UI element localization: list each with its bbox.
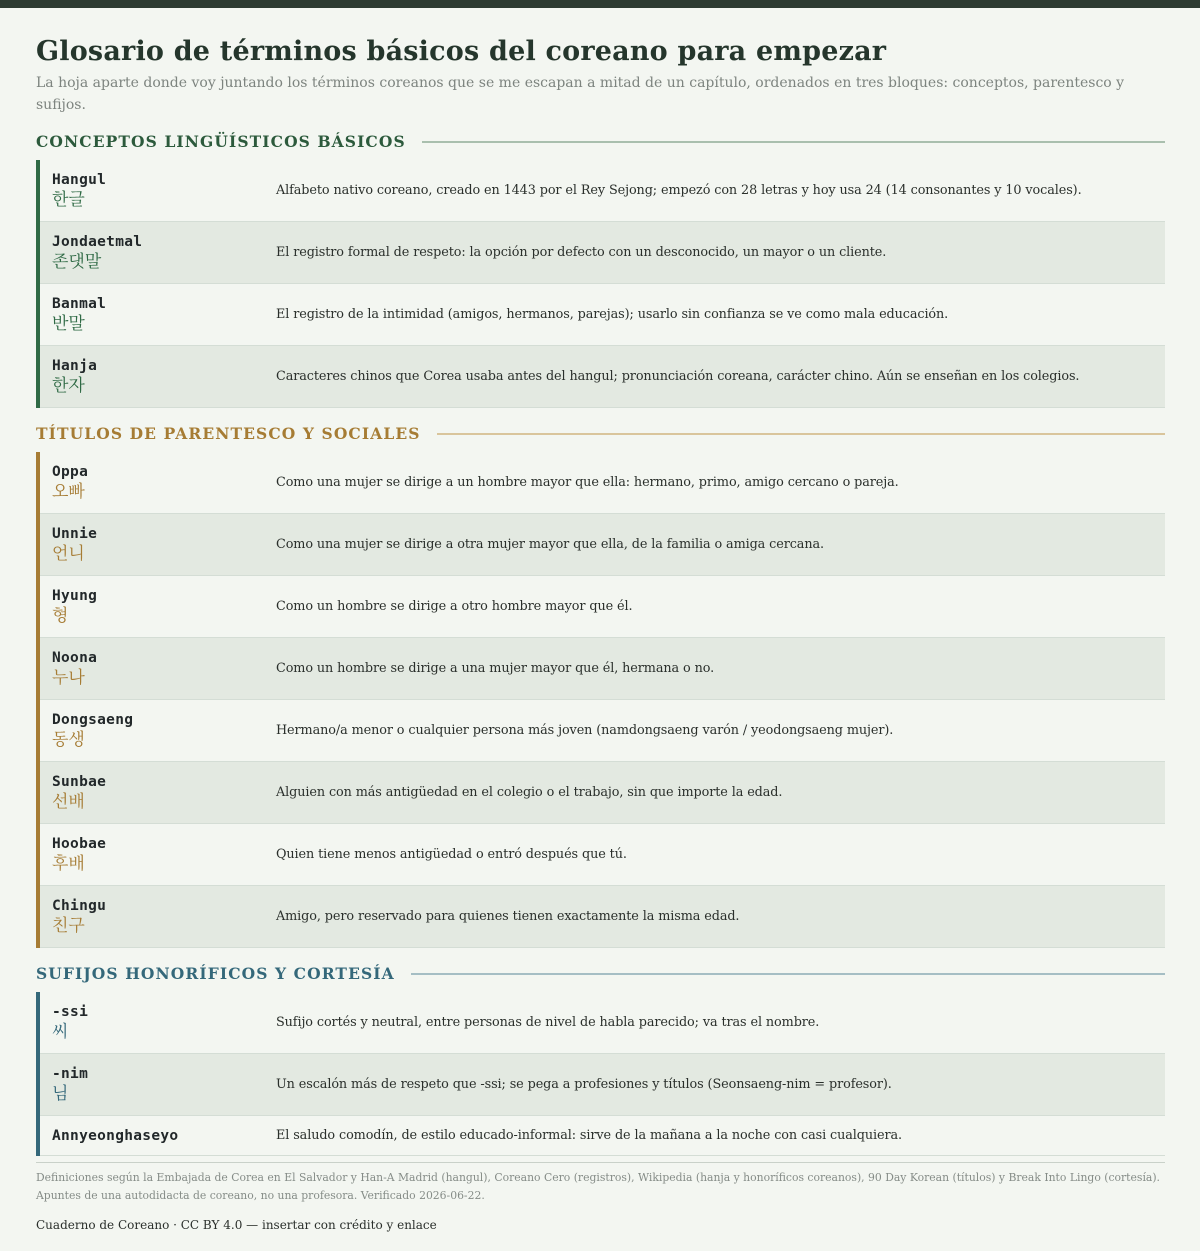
term-cell <box>40 357 276 397</box>
term-hangul: 선배 <box>52 791 85 812</box>
term-row-oppa <box>40 452 1165 514</box>
term-hangul: 씨 <box>52 1021 69 1042</box>
term-row-ssi <box>40 992 1165 1054</box>
term-definition: Caracteres chinos que Corea usaba antes del hangul; pronunciación coreana, carácter chino. Aún se enseñan en los colegios. <box>276 369 1080 384</box>
term-romanization: -ssi <box>52 1003 89 1020</box>
page-subtitle: La hoja aparte donde voy juntando los términos coreanos que se me escapan a mitad de un capítulo, ordenados en tres bloques: conceptos, parentesco y sufijos. <box>36 75 1125 113</box>
term-hangul: 반말 <box>52 313 85 334</box>
term-romanization: Annyeonghaseyo <box>52 1127 179 1144</box>
section-rule <box>422 141 1165 143</box>
term-hangul: 존댓말 <box>52 251 102 272</box>
term-cell <box>40 171 276 211</box>
top-accent-bar <box>0 0 1200 8</box>
term-row-sunbae <box>40 762 1165 824</box>
term-cell <box>40 587 276 627</box>
term-cell <box>40 649 276 689</box>
term-cell <box>40 1127 276 1145</box>
term-hangul: 형 <box>52 605 69 626</box>
term-definition: Hermano/a menor o cualquier persona más joven (namdongsaeng varón / yeodongsaeng mujer). <box>276 723 894 738</box>
term-definition: Amigo, pero reservado para quienes tienen exactamente la misma edad. <box>276 909 740 924</box>
term-hangul: 한글 <box>52 189 85 210</box>
section-heading-concepts <box>36 125 1165 157</box>
glossary-page <box>0 8 1200 1232</box>
term-row-jondaetmal <box>40 222 1165 284</box>
section-rule <box>411 973 1165 975</box>
term-definition: Como un hombre se dirige a otro hombre mayor que él. <box>276 599 633 614</box>
term-cell <box>40 463 276 503</box>
term-row-banmal <box>40 284 1165 346</box>
term-hangul: 한자 <box>52 375 85 396</box>
term-cell <box>40 295 276 335</box>
term-romanization: Sunbae <box>52 773 107 790</box>
section-title: CONCEPTOS LINGÜÍSTICOS BÁSICOS <box>36 131 406 151</box>
term-row-hangul <box>40 160 1165 222</box>
term-row-hoobae <box>40 824 1165 886</box>
term-definition: Como una mujer se dirige a otra mujer mayor que ella, de la familia o amiga cercana. <box>276 537 824 552</box>
term-romanization: Hanja <box>52 357 98 374</box>
term-cell <box>40 897 276 937</box>
term-definition: Sufijo cortés y neutral, entre personas de nivel de habla parecido; va tras el nombre. <box>276 1015 820 1030</box>
term-cell <box>40 711 276 751</box>
term-cell <box>40 525 276 565</box>
term-romanization: Hyung <box>52 587 98 604</box>
term-hangul: 후배 <box>52 853 85 874</box>
section-heading-honorifics <box>36 957 1165 989</box>
term-hangul: 동생 <box>52 729 85 750</box>
term-row-unnie <box>40 514 1165 576</box>
term-row-chingu <box>40 886 1165 948</box>
term-definition: Como una mujer se dirige a un hombre mayor que ella: hermano, primo, amigo cercano o pareja. <box>276 475 899 490</box>
term-definition: El saludo comodín, de estilo educado-informal: sirve de la mañana a la noche con casi cualquiera. <box>276 1128 902 1143</box>
term-romanization: Oppa <box>52 463 89 480</box>
term-cell <box>40 1003 276 1043</box>
term-romanization: -nim <box>52 1065 89 1082</box>
term-row-hanja <box>40 346 1165 408</box>
section-rule <box>437 433 1165 435</box>
sources-note: Definiciones según la Embajada de Corea en El Salvador y Han-A Madrid (hangul), Coreano Cero (registros), Wikipedia (hanja y honoríficos coreanos), 90 Day Korean (títulos) y Break Into Lingo (cortesía). Apuntes de una autodidacta de coreano, no una profesora. Verificado 2026-06-22. <box>36 1171 1160 1202</box>
term-row-dongsaeng <box>40 700 1165 762</box>
section-title: TÍTULOS DE PARENTESCO Y SOCIALES <box>36 423 421 443</box>
term-definition: Alfabeto nativo coreano, creado en 1443 por el Rey Sejong; empezó con 28 letras y hoy usa 24 (14 consonantes y 10 vocales). <box>276 183 1082 198</box>
term-definition: Alguien con más antigüedad en el colegio o el trabajo, sin que importe la edad. <box>276 785 783 800</box>
term-list-kinship <box>36 452 1165 948</box>
term-romanization: Jondaetmal <box>52 233 143 250</box>
term-hangul: 오빠 <box>52 481 85 502</box>
term-hangul: 누나 <box>52 667 85 688</box>
page-title: Glosario de términos básicos del coreano para empezar <box>36 36 887 67</box>
term-hangul: 친구 <box>52 915 85 936</box>
term-row-nim <box>40 1054 1165 1116</box>
term-definition: Quien tiene menos antigüedad o entró después que tú. <box>276 847 627 862</box>
term-romanization: Noona <box>52 649 98 666</box>
term-list-honorifics <box>36 992 1165 1156</box>
term-definition: Un escalón más de respeto que -ssi; se pega a profesiones y títulos (Seonsaeng-nim = profesor). <box>276 1077 892 1092</box>
term-cell <box>40 233 276 273</box>
license-credit: Cuaderno de Coreano · CC BY 4.0 — insertar con crédito y enlace <box>36 1218 437 1232</box>
term-cell <box>40 1065 276 1105</box>
term-list-concepts <box>36 160 1165 408</box>
term-row-hyung <box>40 576 1165 638</box>
term-romanization: Dongsaeng <box>52 711 134 728</box>
term-hangul: 님 <box>52 1083 69 1104</box>
term-definition: El registro formal de respeto: la opción por defecto con un desconocido, un mayor o un cliente. <box>276 245 887 260</box>
term-romanization: Banmal <box>52 295 107 312</box>
term-definition: El registro de la intimidad (amigos, hermanos, parejas); usarlo sin confianza se ve como mala educación. <box>276 307 949 322</box>
term-romanization: Unnie <box>52 525 98 542</box>
term-romanization: Hoobae <box>52 835 107 852</box>
term-row-annyeonghaseyo <box>40 1116 1165 1156</box>
term-definition: Como un hombre se dirige a una mujer mayor que él, hermana o no. <box>276 661 715 676</box>
term-cell <box>40 835 276 875</box>
section-title: SUFIJOS HONORÍFICOS Y CORTESÍA <box>36 963 395 983</box>
term-hangul: 언니 <box>52 543 85 564</box>
term-cell <box>40 773 276 813</box>
footer-divider <box>36 1162 1165 1163</box>
term-romanization: Hangul <box>52 171 107 188</box>
section-heading-kinship <box>36 417 1165 449</box>
term-romanization: Chingu <box>52 897 107 914</box>
term-row-noona <box>40 638 1165 700</box>
